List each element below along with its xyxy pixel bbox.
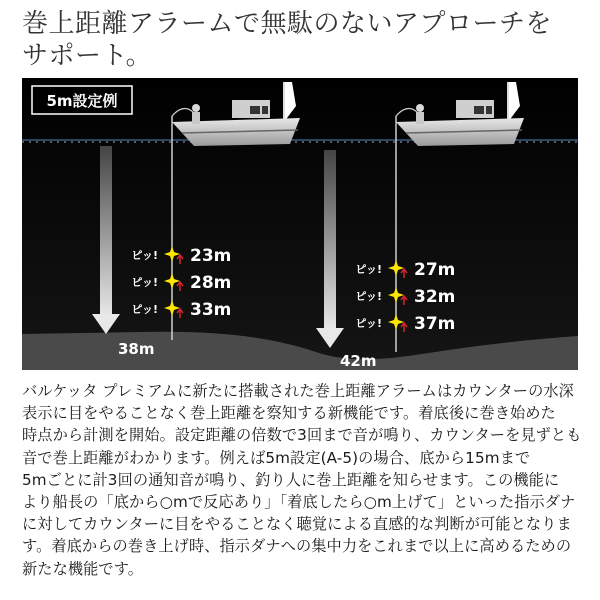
boat-left-angler-head: [192, 104, 200, 112]
description-paragraph: [22, 380, 580, 580]
alarm-sound-right-2: ピッ!: [355, 290, 382, 303]
alarm-sound-left-1: ピッ!: [131, 249, 158, 262]
bottom-depth-left: 38m: [118, 340, 155, 358]
description-line: 表示に目をやることなく巻上距離を察知する新機能です。着底後に巻き始めた: [22, 404, 556, 423]
bottom-depth-right: 42m: [340, 352, 377, 370]
description-line: 5mごとに計3回の通知音が鳴り、釣り人に巻上距離を知らせます。この機能に: [22, 470, 560, 489]
figure-label: 5m設定例: [46, 92, 118, 110]
boat-right-angler-head: [416, 104, 424, 112]
alarm-sound-left-3: ピッ!: [131, 303, 158, 316]
alarm-sound-right-1: ピッ!: [355, 263, 382, 276]
alarm-depth-left-2: 28m: [190, 273, 232, 293]
alarm-illustration: [22, 78, 578, 370]
alarm-sound-left-2: ピッ!: [131, 276, 158, 289]
description-line: より船長の「底から○mで反応あり」「着底したら○m上げて」といった指示ダナ: [22, 493, 576, 512]
description-line: 新たな機能です。: [22, 559, 144, 578]
headline-line-2: サポート。: [22, 41, 153, 71]
description-line: 音で巻上距離がわかります。例えば5m設定(A-5)の場合、底から15mまで: [22, 448, 531, 467]
headline-line-1: 巻上距離アラームで無駄のないアプローチを: [22, 9, 553, 39]
alarm-depth-right-3: 37m: [414, 314, 456, 334]
alarm-depth-right-2: 32m: [414, 287, 456, 307]
description-line: す。着底からの巻き上げ時、指示ダナへの集中力をこれまで以上に高めるための: [22, 537, 572, 556]
description-line: バルケッタ プレミアムに新たに搭載された巻上距離アラームはカウンターの水深: [22, 382, 574, 400]
alarm-depth-left-3: 33m: [190, 300, 232, 320]
headline: [22, 8, 582, 72]
figure-label-badge: [32, 86, 132, 114]
alarm-depth-right-1: 27m: [414, 260, 456, 280]
description-line: に対してカウンターに目をやることなく聴覚による直感的な判断が可能となりま: [22, 515, 572, 534]
description-line: 時点から計測を開始。設定距離の倍数で3回まで音が鳴り、カウンターを見ずとも: [22, 426, 582, 445]
alarm-sound-right-3: ピッ!: [355, 317, 382, 330]
alarm-depth-left-1: 23m: [190, 246, 232, 266]
